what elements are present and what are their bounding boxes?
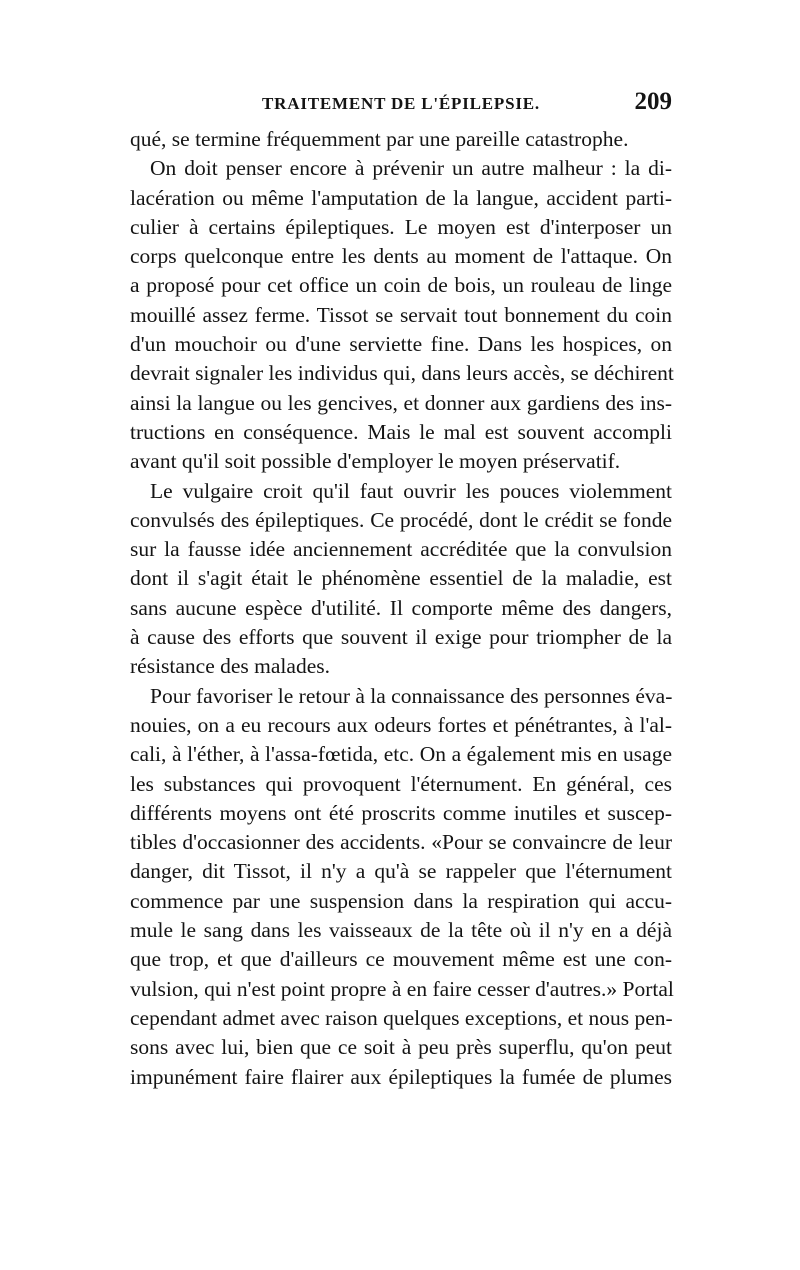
text-line: mule le sang dans les vaisseaux de la tête où il n'y en a déjà	[130, 918, 672, 943]
paragraph	[130, 682, 672, 1092]
text-line: Le vulgaire croit qu'il faut ouvrir les pouces violemment	[150, 478, 672, 503]
text-line: cali, à l'éther, à l'assa-fœtida, etc. On a également mis en usage	[130, 742, 672, 767]
text-line: a proposé pour cet office un coin de bois, un rouleau de linge	[130, 273, 672, 298]
paragraph	[130, 125, 672, 154]
text-line: corps quelconque entre les dents au moment de l'attaque. On	[130, 244, 672, 269]
text-line: les substances qui provoquent l'éternument. En général, ces	[130, 771, 672, 796]
text-line: devrait signaler les individus qui, dans leurs accès, se déchirent	[130, 361, 674, 386]
text-line: culier à certains épileptiques. Le moyen est d'interposer un	[130, 214, 672, 239]
text-line: résistance des malades.	[130, 654, 330, 679]
body-text	[130, 125, 672, 1092]
text-line: que trop, et que d'ailleurs ce mouvement même est une con-	[130, 947, 672, 972]
text-line: à cause des efforts que souvent il exige pour triompher de la	[130, 625, 672, 650]
text-line: dont il s'agit était le phénomène essentiel de la maladie, est	[130, 566, 672, 591]
text-line: d'un mouchoir ou d'une serviette fine. Dans les hospices, on	[130, 332, 672, 357]
text-line: commence par une suspension dans la respiration qui accu-	[130, 888, 672, 913]
text-line: avant qu'il soit possible d'employer le moyen préservatif.	[130, 449, 621, 474]
text-line: qué, se termine fréquemment par une pareille catastrophe.	[130, 127, 629, 151]
running-title: TRAITEMENT DE L'ÉPILEPSIE.	[262, 94, 540, 113]
page-number: 209	[634, 88, 672, 115]
paragraph	[130, 477, 672, 682]
page-header	[130, 88, 672, 122]
text-line: vulsion, qui n'est point propre à en faire cesser d'autres.» Portal	[130, 976, 674, 1001]
text-line: convulsés des épileptiques. Ce procédé, dont le crédit se fonde	[130, 507, 672, 532]
text-line: différents moyens ont été proscrits comme inutiles et suscep-	[130, 800, 672, 825]
text-line: tructions en conséquence. Mais le mal est souvent accompli	[130, 419, 672, 444]
text-line: Pour favoriser le retour à la connaissance des personnes éva-	[150, 683, 673, 708]
text-line: tibles d'occasionner des accidents. «Pour se convaincre de leur	[130, 830, 672, 855]
text-line: sans aucune espèce d'utilité. Il comporte même des dangers,	[130, 595, 672, 620]
text-line: danger, dit Tissot, il n'y a qu'à se rappeler que l'éternument	[130, 859, 672, 884]
text-line: sons avec lui, bien que ce soit à peu près superflu, qu'on peut	[130, 1035, 672, 1060]
paragraph	[130, 154, 672, 476]
text-line: impunément faire flairer aux épileptiques la fumée de plumes	[130, 1064, 672, 1089]
text-line: On doit penser encore à prévenir un autre malheur : la di-	[150, 156, 672, 181]
text-line: lacération ou même l'amputation de la langue, accident parti-	[130, 185, 672, 210]
text-line: nouies, on a eu recours aux odeurs fortes et pénétrantes, à l'al-	[130, 712, 672, 737]
text-line: mouillé assez ferme. Tissot se servait tout bonnement du coin	[130, 302, 672, 327]
text-line: cependant admet avec raison quelques exceptions, et nous pen-	[130, 1005, 673, 1030]
text-line: sur la fausse idée anciennement accréditée que la convulsion	[130, 537, 672, 562]
text-line: ainsi la langue ou les gencives, et donner aux gardiens des ins-	[130, 390, 672, 415]
